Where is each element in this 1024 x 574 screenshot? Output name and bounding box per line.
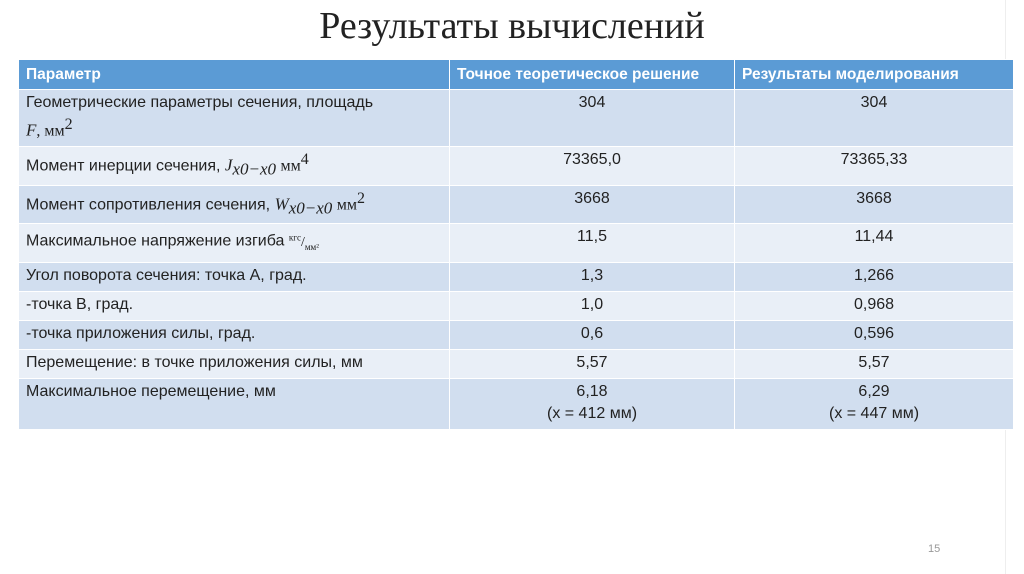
label-symbol: J: [224, 155, 233, 175]
cell-value: 6,29: [858, 382, 890, 400]
cell-model: 11,44: [735, 224, 1014, 262]
cell-model: 0,968: [735, 291, 1014, 320]
label-unit-exponent: 4: [300, 151, 309, 169]
cell-note: (x = 447 мм): [828, 404, 920, 422]
cell-exact: 73365,0: [450, 147, 735, 186]
column-header-parameter: Параметр: [19, 60, 450, 90]
table-row: [19, 349, 1014, 378]
cell-model: 5,57: [735, 349, 1014, 378]
table-row: [19, 291, 1014, 320]
label-text: Геометрические параметры сечения, площадь: [26, 94, 374, 111]
table-row: [19, 378, 1014, 429]
row-label: -точка В, град.: [19, 291, 450, 320]
cell-exact: 5,57: [450, 349, 735, 378]
cell-model: 1,266: [735, 262, 1014, 291]
label-unit-exponent: 2: [357, 189, 365, 207]
column-header-simulation-results: Результаты моделирования: [735, 60, 1014, 90]
row-label: Перемещение: в точке приложения силы, мм: [19, 349, 450, 378]
row-label: [19, 147, 450, 186]
row-label: Угол поворота сечения: точка А, град.: [19, 262, 450, 291]
unit-fraction: $^{кгс}/_{мм^2}$: [288, 232, 319, 252]
cell-exact: 1,3: [450, 262, 735, 291]
row-label: -точка приложения силы, град.: [19, 320, 450, 349]
label-text: Момент сопротивления сечения,: [26, 196, 271, 214]
cell-note: (x = 412 мм): [546, 404, 638, 422]
cell-model: 304: [735, 90, 1014, 147]
table-header-row: [19, 60, 1014, 90]
label-unit: мм: [336, 196, 357, 214]
table-row: [19, 262, 1014, 291]
cell-model: [735, 378, 1014, 429]
cell-exact: 11,5: [450, 224, 735, 262]
label-symbol: W: [274, 194, 289, 214]
cell-model: 0,596: [735, 320, 1014, 349]
cell-exact: 304: [450, 90, 735, 147]
row-label: [19, 185, 450, 224]
table-row: [19, 147, 1014, 186]
cell-model: 73365,33: [735, 147, 1014, 186]
label-unit: , мм: [36, 122, 65, 140]
cell-model: 3668: [735, 185, 1014, 224]
slide-title: Результаты вычислений: [319, 5, 705, 47]
page-number: 15: [928, 543, 941, 555]
table-row: [19, 224, 1014, 262]
cell-exact: 3668: [450, 185, 735, 224]
table-row: [19, 185, 1014, 224]
label-text: Максимальное напряжение изгиба: [26, 233, 285, 251]
label-unit-exponent: 2: [64, 116, 73, 133]
cell-exact: [450, 378, 735, 429]
label-unit: мм: [280, 157, 301, 175]
column-header-exact-solution: Точное теоретическое решение: [450, 60, 735, 90]
label-symbol: F: [26, 120, 37, 140]
row-label: [19, 90, 450, 147]
unit-denominator: мм²: [304, 241, 319, 252]
table-row: [19, 320, 1014, 349]
cell-value: 6,18: [576, 382, 608, 400]
cell-exact: 1,0: [450, 291, 735, 320]
row-label: Максимальное перемещение, мм: [19, 378, 450, 429]
label-subscript: x0−x0: [232, 159, 277, 179]
label-subscript: x0−x0: [288, 198, 333, 218]
row-label: [19, 224, 450, 262]
unit-numerator: кгс: [288, 232, 301, 243]
results-table: [18, 59, 1014, 430]
cell-exact: 0,6: [450, 320, 735, 349]
label-text: Момент инерции сечения,: [26, 157, 221, 175]
table-row: [19, 90, 1014, 147]
